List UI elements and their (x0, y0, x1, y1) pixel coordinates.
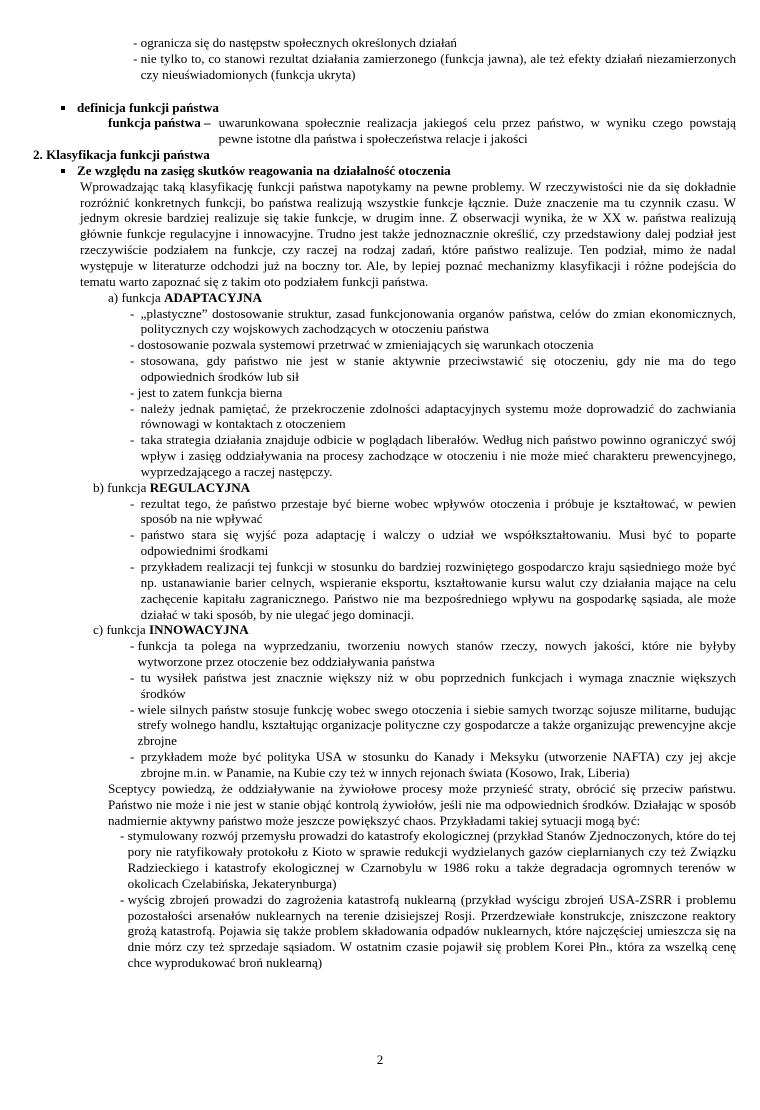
innowacyjna-list (130, 638, 736, 781)
function-heading-adaptacyjna: a) funkcja ADAPTACYJNA (108, 289, 262, 305)
list-item: - państwo stara się wyjść poza adaptację i walczy o udział we współkształtowaniu. Musi być to poparte odpowiednimi środkami (130, 527, 736, 559)
adaptacyjna-list (130, 306, 736, 480)
definition-heading: definicja funkcji państwa (77, 99, 219, 115)
list-item: - wyścig zbrojeń prowadzi do zagrożenia katastrofą nuklearną (przykład wyścigu zbrojeń USA-ZSRR i problemu pozostałości arsenałów nuklearnych na terenie dzisiejszej Rosji. Przerdzewiałe konstrukcje, zniszczone reaktory grożą katastrofą. Pojawia się także problem składowania odpadów nuklearnych, które najczęściej umieszcza się na dnie mórz czy też sprzedaje sąsiadom. W ostatnim czasie pojawił się problem Korei Płn., która za wszelką cenę chce wyprodukować broń nuklearną) (120, 891, 736, 971)
list-item: - należy jednak pamiętać, że przekroczenie zdolności adaptacyjnych systemu może doprowadzić do zachwiania równowagi w kontaktach z otoczeniem (130, 400, 736, 432)
list-item: - przykładem może być polityka USA w stosunku do Kanady i Meksyku (utworzenie NAFTA) czy jej akcje zbrojne m.in. w Panamie, na Kubie czy też w innych rejonach świata (Kosowo, Irak, Liberia) (130, 749, 736, 780)
intro-list (133, 35, 736, 83)
square-bullet-icon (61, 106, 65, 110)
definition-text: uwarunkowana społecznie realizacja jakiegoś celu przez państwo, w wyniku czego powstają pewne istotne dla państwa i społeczeństwa relacje i jakości (218, 115, 736, 147)
list-item: - ogranicza się do następstw społecznych określonych działań (133, 35, 457, 50)
function-heading-innowacyjna: c) funkcja INNOWACYJNA (93, 622, 249, 638)
list-item: - stymulowany rozwój przemysłu prowadzi do katastrofy ekologicznej (przykład Stanów Zjednoczonych, które do tej pory nie ratyfikowały protokołu z Kioto w sprawie redukcji wydzielanych gazów cieplarnianych czy też Związku Radzieckiego i katastrofy ekologicznej w Czarnobylu w 1986 roku a także degradacja ogromnych terenów w okolicach Czelabińska, Jekaterynburga) (120, 828, 736, 891)
list-item: - przykładem realizacji tej funkcji w stosunku do bardziej rozwiniętego gospodarczo kraju sąsiedniego może być np. ustanawianie barier celnych, wspieranie eksportu, kształtowanie kursu walut czy działania mające na celu zachęcenie kapitału zagranicznego. Państwo nie ma bezpośredniego wpływu na gospodarkę sąsiada, ale może działać w taki sposób, by nie ulegać jego dominacji. (130, 559, 736, 622)
list-item: - jest to zatem funkcja bierna (130, 384, 283, 400)
square-bullet-icon (61, 169, 65, 173)
skeptics-paragraph: Sceptycy powiedzą, że oddziaływanie na żywiołowe procesy może przynieść straty, obrócić się przeciw państwu. Państwo nie może i nie jest w stanie objąć kontrolą żywiołów, jeśli nie ma odpowiednich środków. Działając w sposób nadmiernie aktywny państwo może jeszcze powiększyć chaos. Przykładami takiej sytuacji mogą być: (108, 780, 736, 828)
list-item: - dostosowanie pozwala systemowi przetrwać w zmieniających się warunkach otoczenia (130, 337, 594, 353)
list-item: - funkcja ta polega na wyprzedzaniu, tworzeniu nowych stanów rzeczy, nowych jakości, które nie byłyby wytworzone przez otoczenie bez oddziaływania państwa (130, 638, 736, 670)
definition-heading-row (77, 100, 760, 116)
regulacyjna-list (130, 496, 736, 623)
section-heading: 2. Klasyfikacja funkcji państwa (33, 147, 210, 163)
list-item: - „plastyczne” dostosowanie struktur, zasad funkcjonowania organów państwa, celów do zmian ekonomicznych, politycznych czy wojskowych zachodzących w otoczeniu państwa (130, 305, 736, 337)
page-number: 2 (376, 1052, 384, 1067)
definition-term: funkcja państwa – (108, 115, 211, 131)
function-heading-regulacyjna: b) funkcja REGULACYJNA (93, 479, 251, 495)
list-item: - nie tylko to, co stanowi rezultat działania zamierzonego (funkcja jawna), ale też efekty działań niezamierzonych czy nieuświadomionych (funkcja ukryta) (133, 50, 736, 82)
list-item: - tu wysiłek państwa jest znacznie większy niż w obu poprzednich funkcjach i wymaga znacznie większych środków (130, 669, 736, 701)
subsection-heading-row (77, 163, 760, 179)
definition (108, 115, 736, 147)
list-item: - rezultat tego, że państwo przestaje być bierne wobec wpływów otoczenia i próbuje je kształtować, w pewien sposób na nie wpływać (130, 495, 736, 527)
examples-list (120, 828, 736, 971)
list-item: - stosowana, gdy państwo nie jest w stanie aktywnie przeciwstawić się otoczeniu, gdy nie ma do tego odpowiednich środków lub sił (130, 353, 736, 384)
list-item: - wiele silnych państw stosuje funkcję wobec swego otoczenia i siebie samych tworząc sojusze militarne, budując strefy wolnego handlu, kształtując organizacje polityczne czy gospodarcze a także organizując prewencyjne akcje zbrojne (130, 701, 736, 749)
subsection-heading: Ze względu na zasięg skutków reagowania na działalność otoczenia (77, 162, 451, 178)
document-page (0, 35, 760, 1110)
list-item: - taka strategia działania znajduje odbicie w poglądach liberałów. Według nich państwo powinno ograniczyć swój wpływ i zasięg oddziaływania na procesy zachodzące w otoczeniu i nie może mieć charakteru prewencyjnego, wyprzedzającego a raczej następczy. (130, 432, 736, 479)
intro-paragraph: Wprowadzając taką klasyfikację funkcji państwa napotykamy na pewne problemy. W rzeczywistości nie da się dokładnie rozróżnić konkretnych funkcji, bo państwa realizują wszystkie funkcje łącznie. Duże znaczenie ma tu czynnik czasu. W jednym okresie bardziej realizuje się takie funkcje, w drugim inne. Z obserwacji wynika, że w XX w. państwa realizują głównie funkcje regulacyjne i innowacyjne. Trudno jest także jednoznacznie określić, czy przedstawiony dalej podział jest rzeczywiście podziałem na funkcje, czy raczej na rodzaj zadań, które państwo realizuje. Ten podział, mimo że nadal występuje w literaturze odchodzi już na boczny tor. Ale, by lepiej poznać mechanizmy klasyfikacji i różne podejścia do tematu warto zapoznać się z takim oto podziałem funkcji państwa. (80, 178, 736, 289)
